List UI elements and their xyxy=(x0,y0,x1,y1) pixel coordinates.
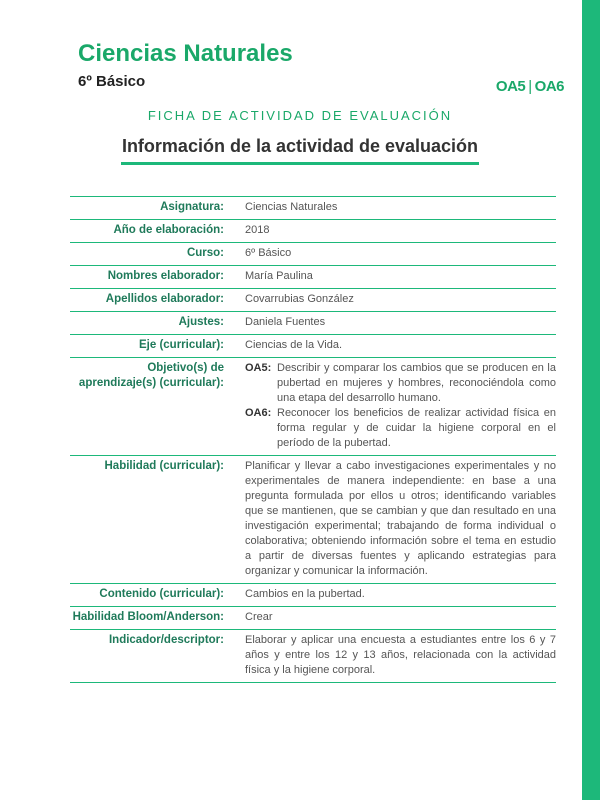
table-row xyxy=(70,335,556,358)
row-value: Crear xyxy=(245,607,556,630)
subject-title: Ciencias Naturales xyxy=(78,40,293,67)
row-value: 2018 xyxy=(245,220,556,243)
row-label: Apellidos elaborador: xyxy=(70,289,245,312)
table-row xyxy=(70,358,556,456)
objective-code: OA6: xyxy=(245,407,272,419)
table-row xyxy=(70,584,556,607)
row-label: Ajustes: xyxy=(70,312,245,335)
row-value: Cambios en la pubertad. xyxy=(245,584,556,607)
oa-code-2: OA6 xyxy=(534,78,564,95)
row-label: Objetivo(s) de aprendizaje(s) (curricular): xyxy=(70,358,245,456)
row-value: Daniela Fuentes xyxy=(245,312,556,335)
table-row xyxy=(70,630,556,683)
row-label: Eje (curricular): xyxy=(70,335,245,358)
oa-code-1: OA5 xyxy=(495,78,526,95)
objectives-cell xyxy=(245,358,556,456)
heading-underline xyxy=(121,162,479,165)
table-row xyxy=(70,607,556,630)
document-heading: Información de la actividad de evaluación xyxy=(121,136,479,156)
table-row xyxy=(70,266,556,289)
document-kicker: FICHA DE ACTIVIDAD DE EVALUACIÓN xyxy=(147,108,453,123)
objective-text: Reconocer los beneficios de realizar actividad física en forma regular y de cuidar la higiene corporal en el período de la pubertad. xyxy=(277,407,556,449)
objective-item xyxy=(245,361,556,406)
table-row xyxy=(70,197,556,220)
row-value: Planificar y llevar a cabo investigaciones experimentales y no experimentales de manera independiente: en base a una pregunta formulada por ellos u otros; identificando variables que se mantienen, que se cambian y que dan resultado en una investigación experimental; trabajando de forma individual o colaborativa; obteniendo información sobre el tema en estudio a partir de diversas fuentes y aplicando estrategias para organizar y comunicar la información. xyxy=(245,456,556,584)
row-label: Indicador/descriptor: xyxy=(70,630,245,683)
table-row xyxy=(70,312,556,335)
row-label: Asignatura: xyxy=(70,197,245,220)
objective-text: Describir y comparar los cambios que se producen en la pubertad en mujeres y hombres, reconociéndola como una etapa del desarrollo humano. xyxy=(277,362,556,404)
row-label: Contenido (curricular): xyxy=(70,584,245,607)
objective-item xyxy=(245,406,556,451)
oa-separator: | xyxy=(528,78,532,95)
row-value: Ciencias de la Vida. xyxy=(245,335,556,358)
row-label: Curso: xyxy=(70,243,245,266)
row-label: Habilidad Bloom/Anderson: xyxy=(70,607,245,630)
row-label: Nombres elaborador: xyxy=(70,266,245,289)
row-value: Elaborar y aplicar una encuesta a estudiantes entre los 6 y 7 años y entre los 12 y 13 años, relacionada con la actividad física y la higiene corporal. xyxy=(245,630,556,683)
table-row xyxy=(70,243,556,266)
activity-info-table xyxy=(70,196,556,683)
table-row xyxy=(70,289,556,312)
objective-code: OA5: xyxy=(245,362,272,374)
row-value: María Paulina xyxy=(245,266,556,289)
row-value: 6º Básico xyxy=(245,243,556,266)
grade-label: 6º Básico xyxy=(78,73,146,90)
row-value: Covarrubias González xyxy=(245,289,556,312)
row-label: Habilidad (curricular): xyxy=(70,456,245,584)
table-row xyxy=(70,220,556,243)
row-value: Ciencias Naturales xyxy=(245,197,556,220)
row-label: Año de elaboración: xyxy=(70,220,245,243)
oa-codes xyxy=(496,78,564,95)
table-row xyxy=(70,456,556,584)
